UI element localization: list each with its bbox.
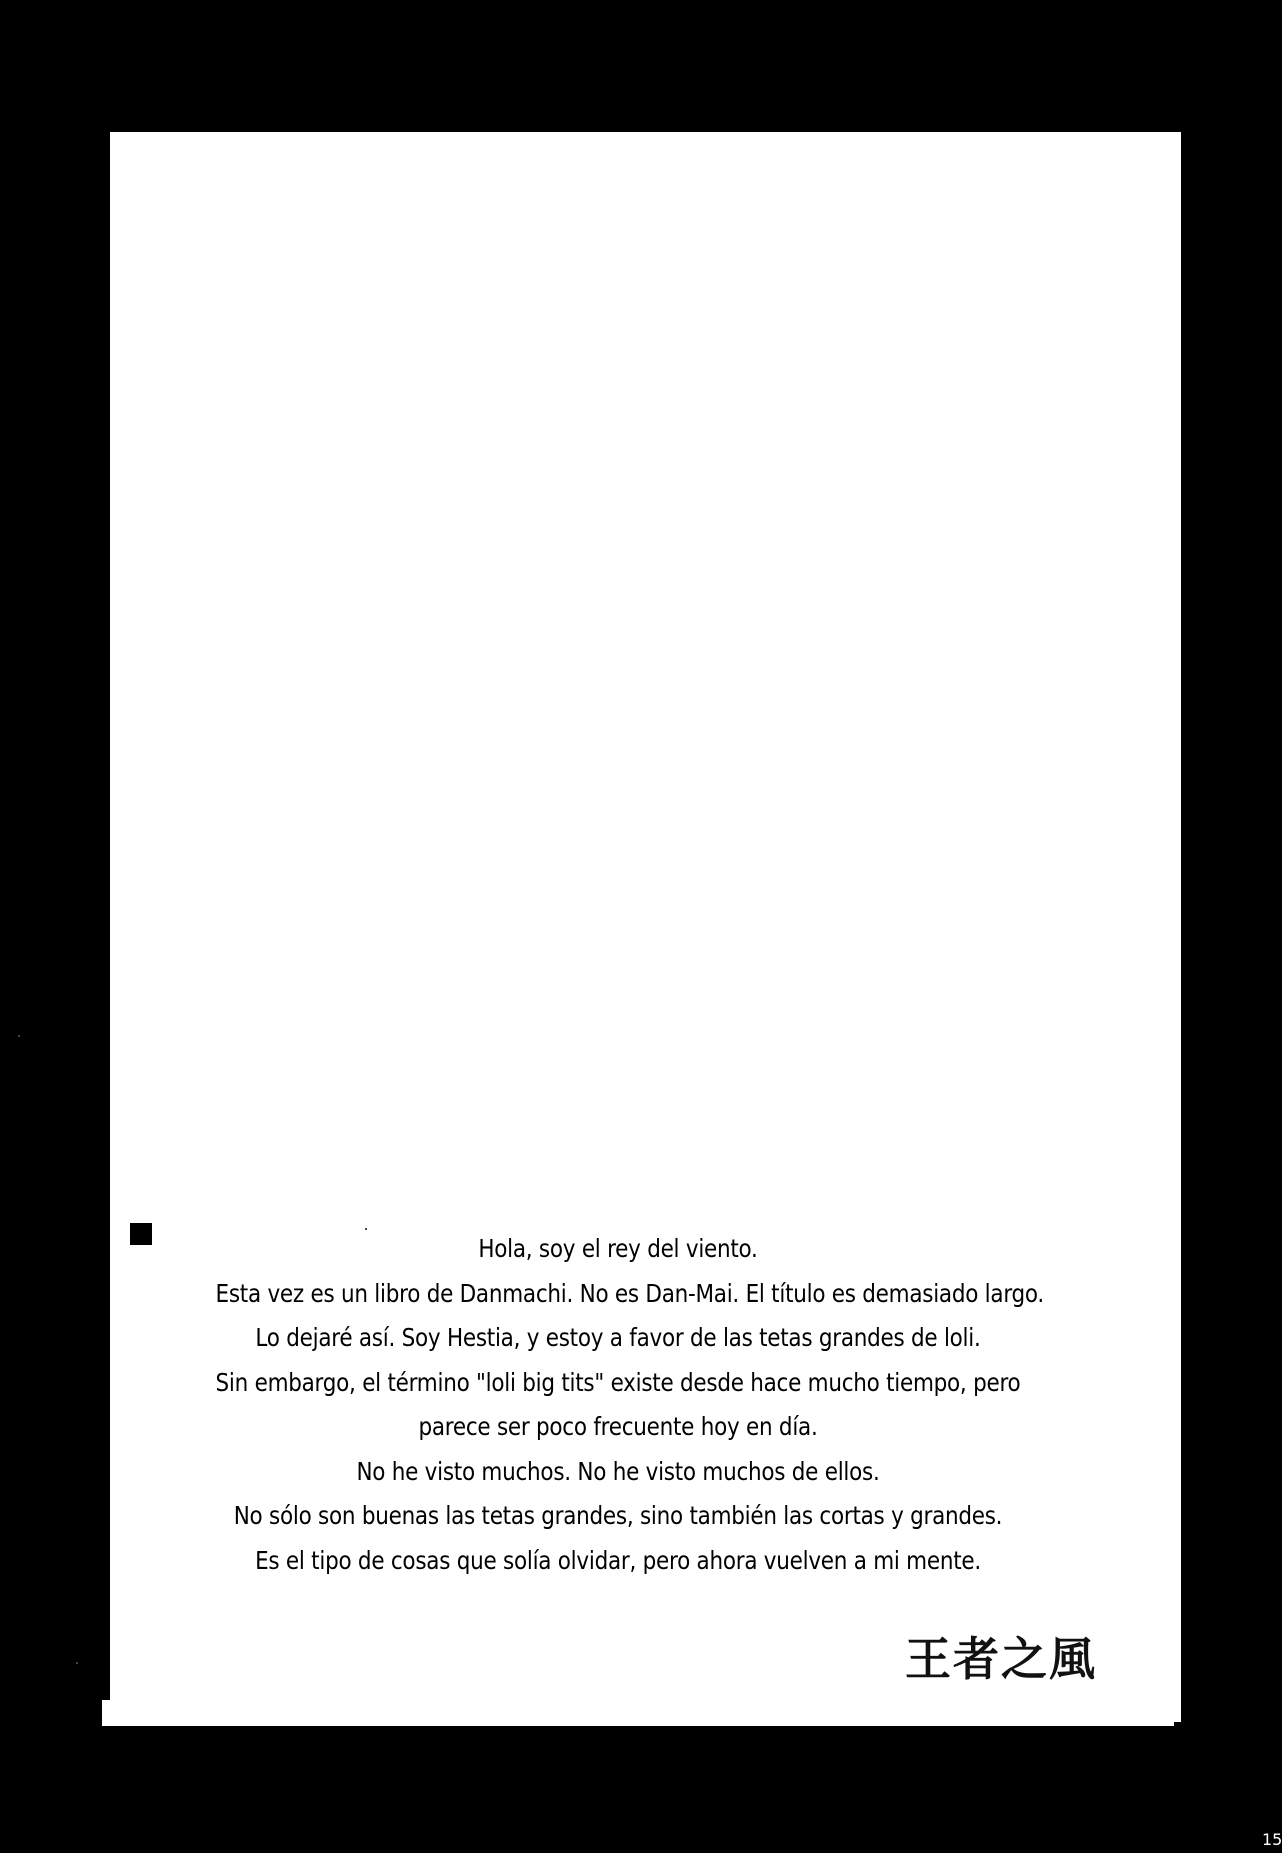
bullet-square (130, 1223, 152, 1245)
afterword-line: No sólo son buenas las tetas grandes, sino también las cortas y grandes. (233, 1501, 1003, 1530)
scan-speck (18, 1035, 20, 1037)
afterword-line: Esta vez es un libro de Danmachi. No es Dan-Mai. El título es demasiado largo. (215, 1278, 1045, 1308)
afterword-line: Lo dejaré así. Soy Hestia, y estoy a favor de las tetas grandes de loli. (255, 1323, 981, 1352)
author-signature: 王者之風 (905, 1632, 1097, 1686)
afterword-line: Sin embargo, el término "loli big tits" existe desde hace mucho tiempo, pero (215, 1367, 1021, 1397)
scan-speck (76, 1662, 78, 1664)
afterword-text (215, 1227, 1045, 1583)
afterword-line: parece ser poco frecuente hoy en día. (418, 1412, 818, 1441)
afterword-line: Es el tipo de cosas que solía olvidar, pero ahora vuelven a mi mente. (255, 1545, 981, 1575)
afterword-line: No he visto muchos. No he visto muchos de ellos. (356, 1456, 880, 1486)
page-sheet-edge (102, 1700, 1174, 1726)
afterword-line: Hola, soy el rey del viento. (478, 1234, 758, 1263)
page-number: 15 (1262, 1830, 1282, 1849)
